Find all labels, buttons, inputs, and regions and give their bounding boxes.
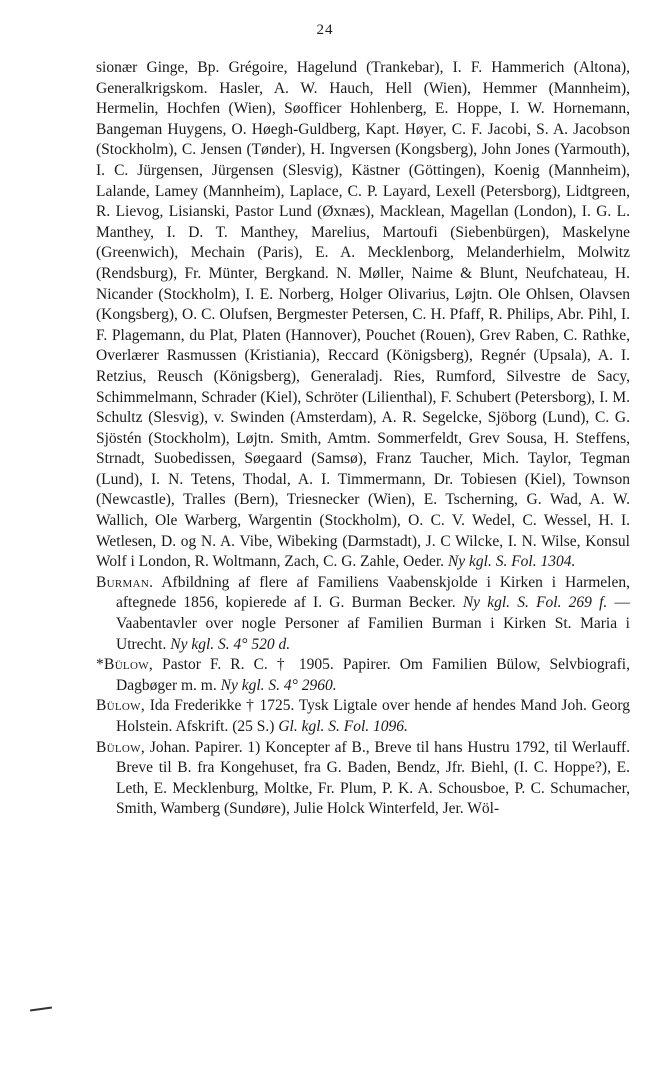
entry-bulow-pastor: [96, 655, 630, 696]
continuation-paragraph: [96, 58, 630, 573]
entry-text: Afbildning af flere af Familiens Vaabenskjolde i Kirken i Harmelen, aftegnede 1856, kopierede af I. G. Burman Becker.: [116, 573, 630, 612]
entry-heading: Bülow,: [96, 738, 146, 756]
entry-heading: Burman.: [96, 573, 154, 591]
continuation-reference: Ny kgl. S. Fol. 1304.: [447, 553, 576, 571]
entry-reference: Ny kgl. S. 4° 2960.: [220, 676, 337, 694]
page-body: [96, 58, 630, 820]
entry-reference: Gl. kgl. S. Fol. 1096.: [278, 718, 408, 735]
entry-text-continued: — Vaabentavler over nogle Personer af Familien Burman i Kirken St. Maria i Utrecht.: [116, 594, 630, 653]
entry-bulow-johan: [96, 738, 630, 820]
continuation-text: sionær Ginge, Bp. Grégoire, Hagelund (Trankebar), I. F. Hammerich (Altona), Generalkrigskom. Hasler, A. W. Hauch, Hell (Wien), Hemmer (Mannheim), Hermelin, Hochfen (Wien), Søofficer Hohlenberg, E. Hoppe, I. W. Hornemann, Bangeman Huygens, O. Høegh-Guldberg, Kapt. Høyer, C. F. Jacobi, S. A. Jacobson (Stockholm), C. Jensen (Tønder), H. Ingversen (Kongsberg), John Jones (Yarmouth), I. C. Jürgensen, Jürgensen (Slesvig), Kästner (Göttingen), Koenig (Mannheim), Lalande, Lamey (Mannheim), Laplace, C. P. Layard, Lexell (Petersborg), Lidtgreen, R. Lievog, Lisianski, Pastor Lund (Øxnæs), Macklean, Magellan (London), I. G. L. Manthey, I. D. T. Manthey, Marelius, Martoufi (Siebenbürgen), Maskelyne (Greenwich), Mechain (Paris), E. A. Mecklenborg, Melanderhielm, Molwitz (Rendsburg), Fr. Münter, Bergkand. N. Møller, Naime & Blunt, Neufchateau, H. Nicander (Stockholm), I. E. Norberg, Holger Olivarius, Løjtn. Ole Ohlsen, Olavsen (Kongsberg), O. C. Olufsen, Bergmester Petersen, C. H. Pfaff, R. Philips, Abr. Pihl, I. F. Plagemann, du Plat, Platen (Hannover), Pouchet (Rouen), Grev Raben, C. Rathke, Overlærer Rasmussen (Kristiania), Reccard (Königsberg), Regnér (Upsala), A. I. Retzius, Reusch (Königsberg), Generaladj. Ries, Rumford, Silvestre de Sacy, Schimmelmann, Schrader (Kiel), Schröter (Lilienthal), F. Schubert (Petersborg), I. M. Schultz (Slesvig), v. Swinden (Amsterdam), A. R. Segelcke, Sjöborg (Lund), C. G. Sjöstén (Stockholm), Løjtn. Smith, Amtm. Sommerfeldt, Grev Sousa, H. Steffens, Strnadt, Suobedissen, Søegaard (Samsø), Franz Taucher, Mich. Taylor, Tegman (Lund), I. N. Tetens, Thodal, A. I. Timmermann, Dr. Tobiesen (Kiel), Townson (Newcastle), Tralles (Bern), Triesnecker (Wien), E. Tscherning, G. Wad, A. W. Wallich, Ole Warberg, Wargentin (Stockholm), O. C. V. Wedel, C. Wessel, H. I. Wetlesen, D. og N. A. Vibe, Wibeking (Darmstadt), J. C Wilcke, I. N. Wilse, Konsul Wolf i London, R. Woltmann, Zach, C. G. Zahle, Oeder.: [96, 59, 630, 571]
entry-text: Johan. Papirer. 1) Koncepter af B., Breve til hans Hustru 1792, til Werlauff. Breve til B. fra Kongehuset, fra G. Baden, Bendz, Jfr. Biehl, (I. C. Hoppe?), E. Leth, E. Mecklenburg, Moltke, Fr. Plum, P. K. A. Schousboe, P. C. Schumacher, Smith, Wamberg (Sundøre), Julie Holck Winterfeld, Jer. Wöl-: [116, 738, 631, 818]
entry-text: Pastor F. R. C. † 1905. Papirer. Om Familien Bülow, Selvbiografi, Dagbøger m. m.: [116, 656, 630, 694]
entry-heading: Bülow,: [96, 697, 146, 715]
entry-text: Ida Frederikke † 1725. Tysk Ligtale over hende af hendes Mand Joh. Georg Holstein. Afskrift. (25 S.): [116, 697, 631, 735]
page-number: 24: [316, 22, 334, 38]
entry-heading: *Bülow,: [96, 656, 154, 674]
entry-bulow-ida: [96, 696, 630, 737]
entry-reference: Ny kgl. S. Fol. 269 f.: [462, 594, 608, 612]
entry-reference-2: Ny kgl. S. 4° 520 d.: [170, 635, 291, 653]
margin-pen-mark: [30, 1006, 52, 1011]
entry-burman: [96, 573, 630, 655]
